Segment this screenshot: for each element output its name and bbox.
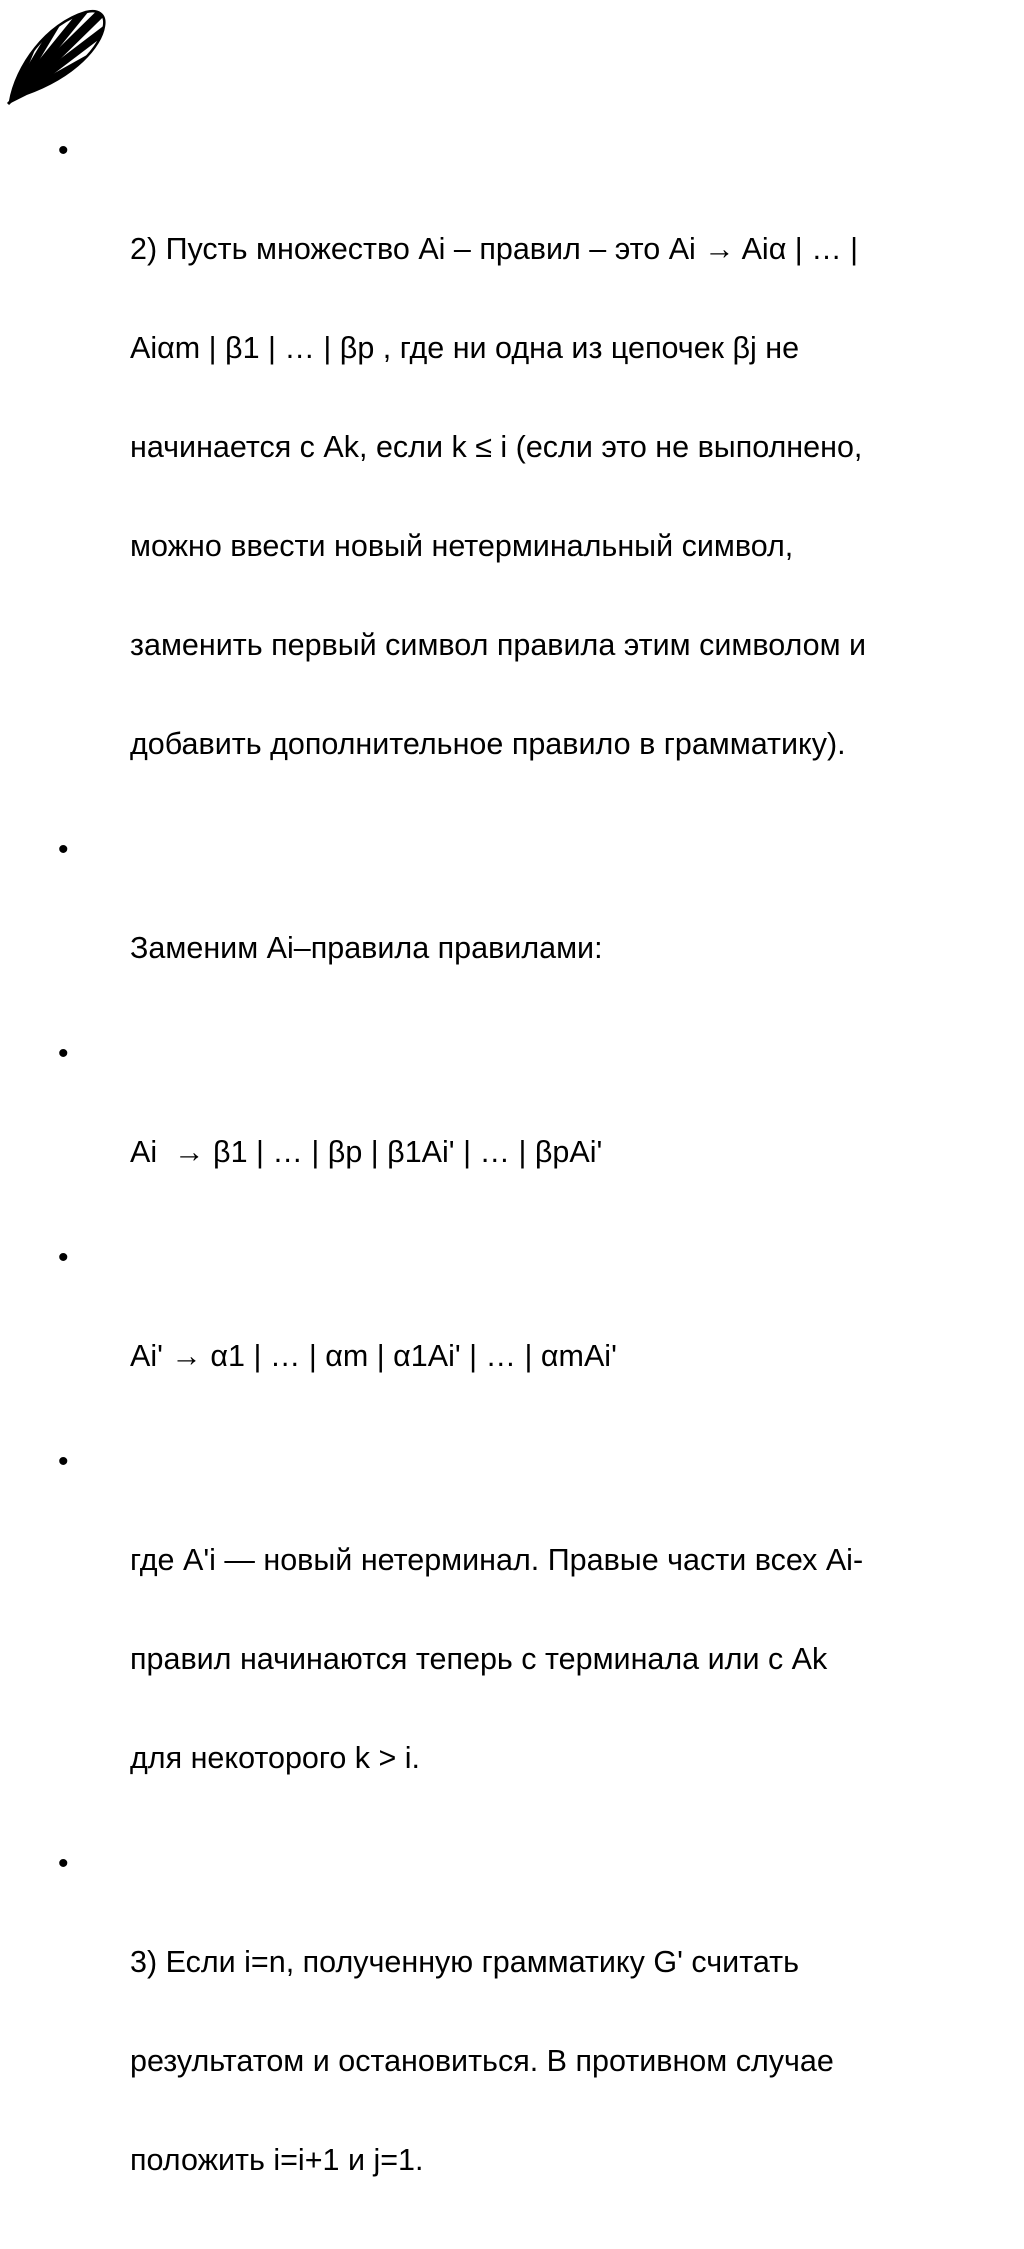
bullet-list xyxy=(0,134,1024,2249)
bullet-item-step-3 xyxy=(0,1847,1024,2243)
bullet-line: Ai → β1 | … | βp | β1Ai' | … | βpAi' xyxy=(130,1135,603,1169)
bullet-line: положить i=i+1 и j=1. xyxy=(130,2143,424,2177)
striped-leaf-logo-icon xyxy=(6,6,110,106)
bullet-item-rule-set xyxy=(0,134,1024,827)
bullet-line: результатом и остановиться. В противном случае xyxy=(130,2044,834,2078)
bullet-line: заменить первый символ правила этим символом и xyxy=(130,628,867,662)
bullet-line: 3) Если i=n, полученную грамматику G' считать xyxy=(130,1945,799,1979)
bullet-marker: • xyxy=(58,1037,69,1070)
bullet-line: начинается с Ak, если k ≤ i (если это не выполнено, xyxy=(130,430,863,464)
bullet-item-rule-ai-prime xyxy=(0,1241,1024,1439)
bullet-marker: • xyxy=(58,1241,69,1274)
bullet-item-rule-ai xyxy=(0,1037,1024,1235)
bullet-marker: • xyxy=(58,833,69,866)
bullet-line: Aiαm | β1 | … | βp , где ни одна из цепочек βj не xyxy=(130,331,800,365)
bullet-line: добавить дополнительное правило в грамматику). xyxy=(130,727,846,761)
bullet-marker: • xyxy=(58,1445,69,1478)
bullet-line: 2) Пусть множество Ai – правил – это Ai → Aiα | … | xyxy=(130,232,859,266)
bullet-line: можно ввести новый нетерминальный символ, xyxy=(130,529,794,563)
bullet-line: Заменим Ai–правила правилами: xyxy=(130,931,603,965)
bullet-line: для некоторого k > i. xyxy=(130,1741,421,1775)
bullet-line: Ai' → α1 | … | αm | α1Ai' | … | αmAi' xyxy=(130,1339,617,1373)
bullet-line: правил начинаются теперь с терминала или с Ak xyxy=(130,1642,828,1676)
bullet-line: где A'i — новый нетерминал. Правые части всех Ai- xyxy=(130,1543,864,1577)
bullet-marker: • xyxy=(58,134,69,167)
bullet-marker: • xyxy=(58,1847,69,1880)
bullet-item-new-nonterminal xyxy=(0,1445,1024,1841)
bullet-item-replace xyxy=(0,833,1024,1031)
